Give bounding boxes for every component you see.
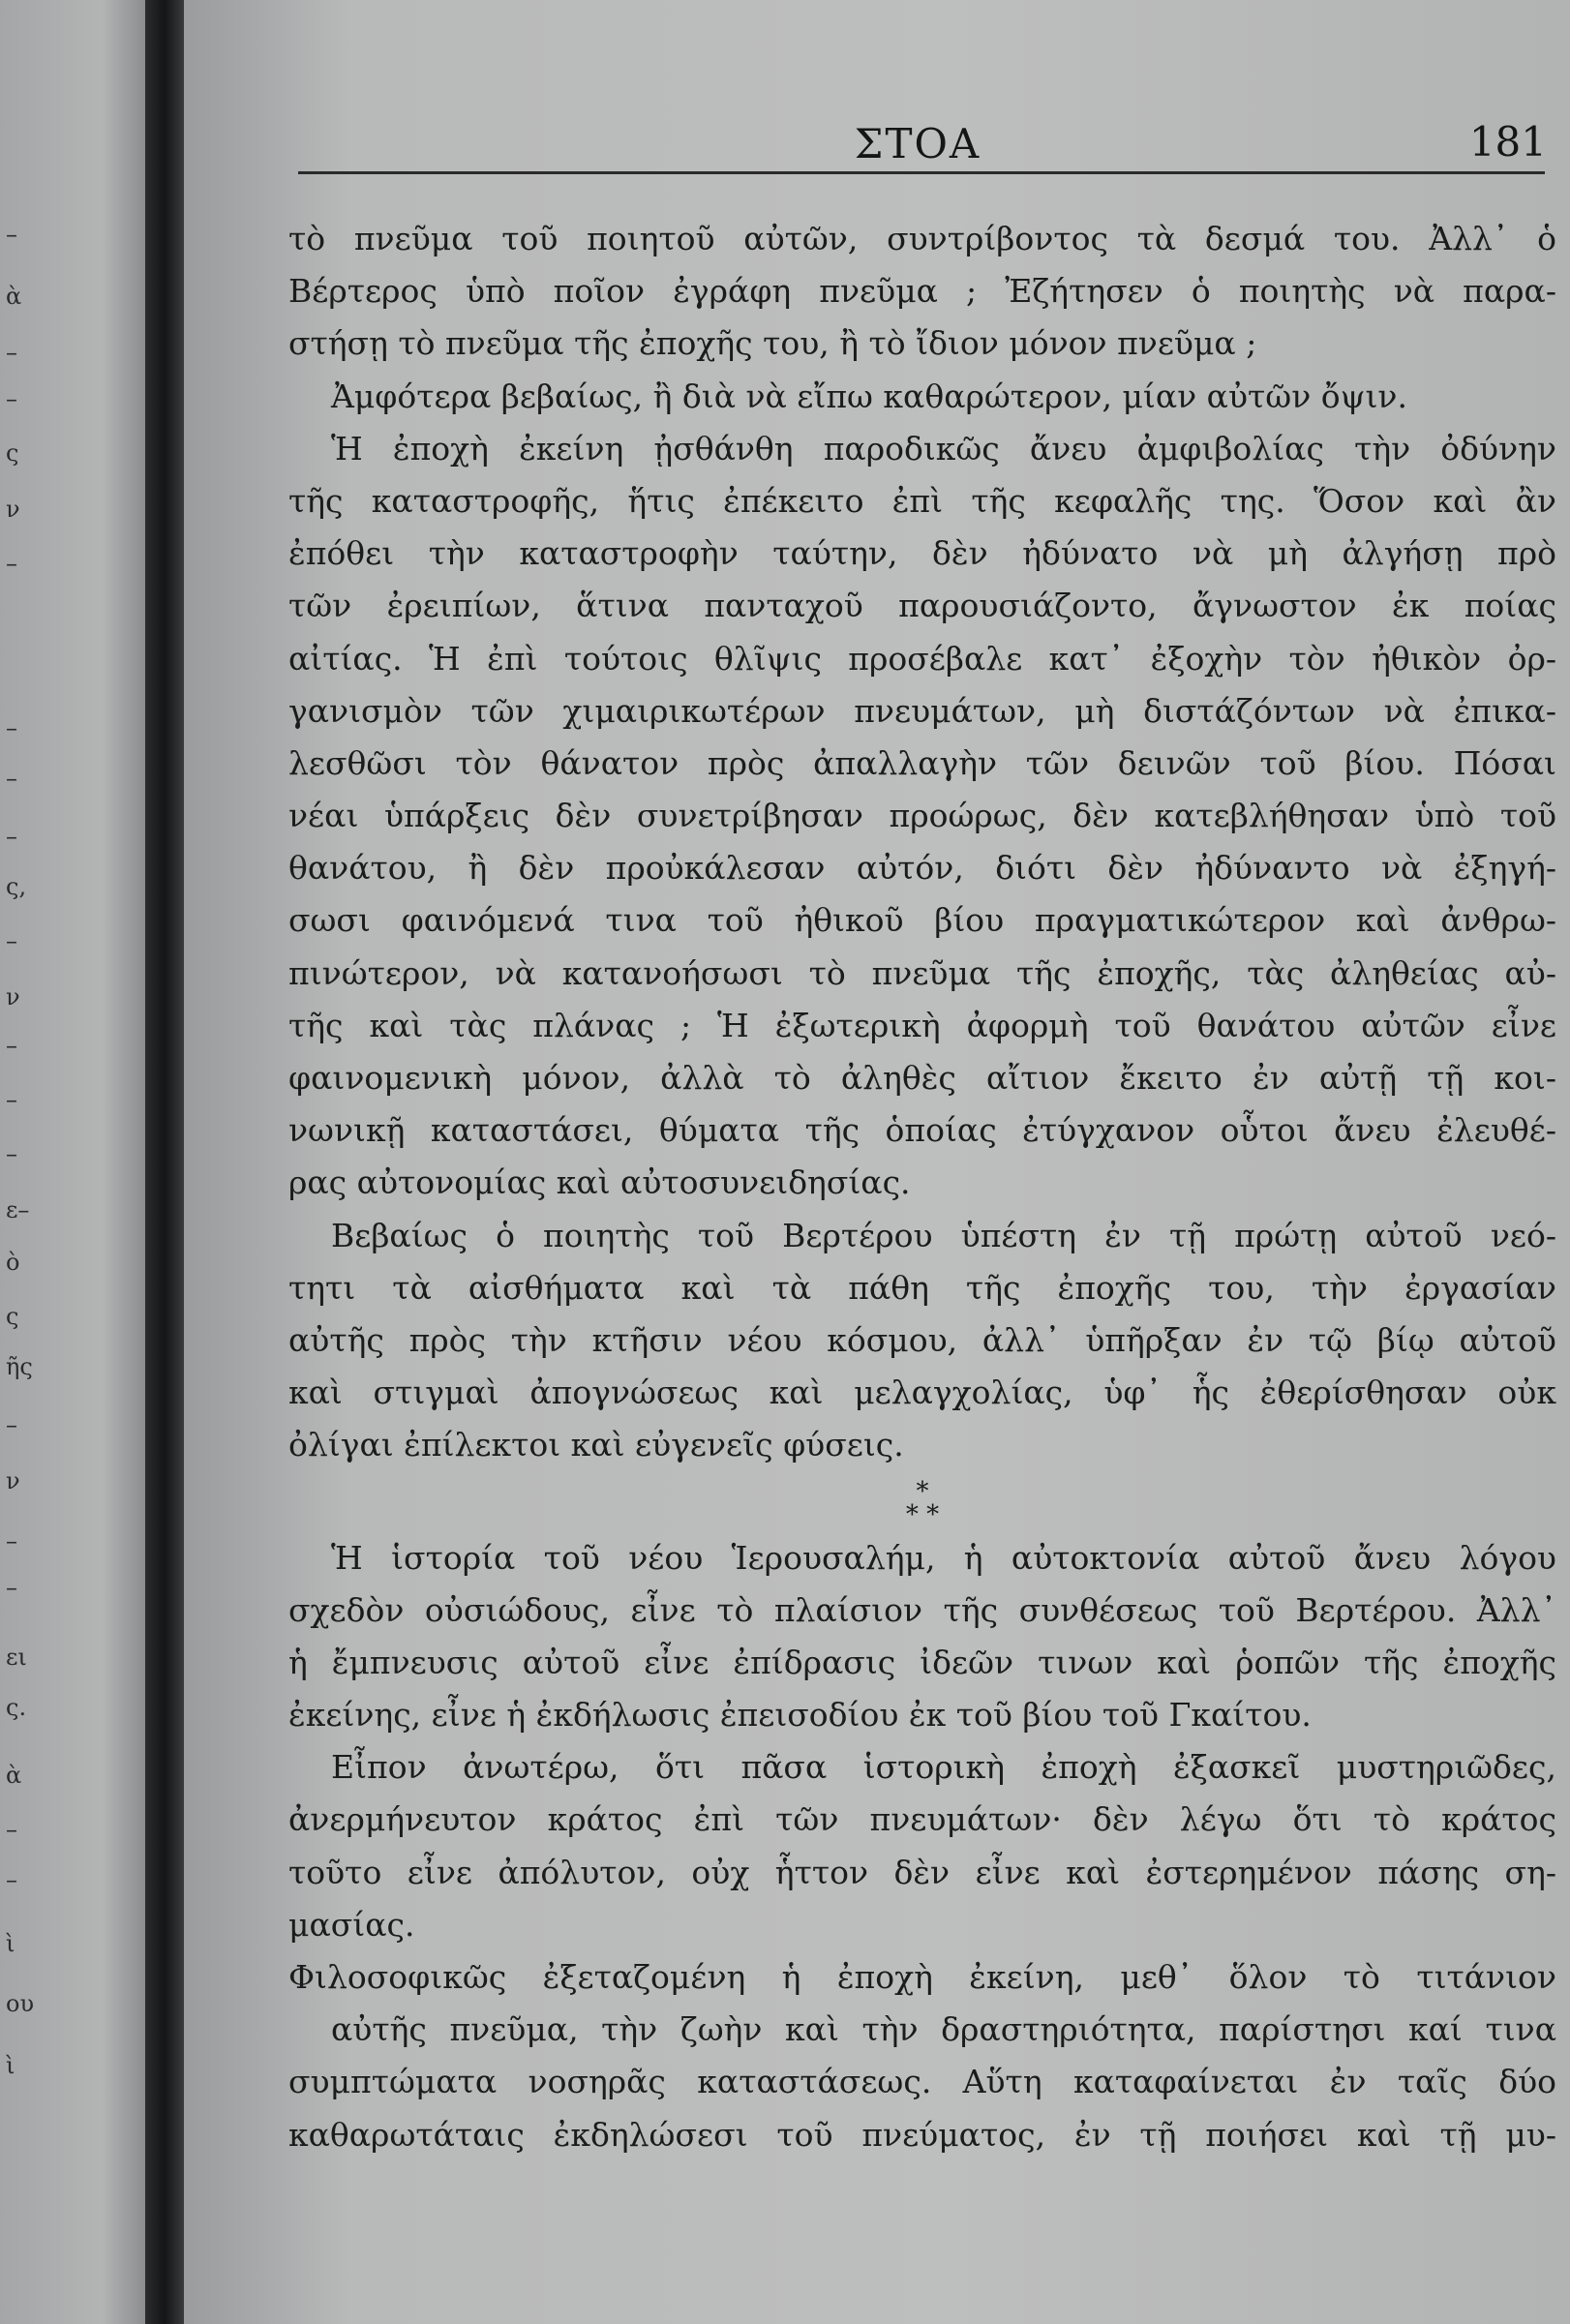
- text-line: ὀλίγαι ἐπίλεκτοι καὶ εὐγενεῖς φύσεις.: [288, 1426, 904, 1464]
- facing-page-fragment: ῆς: [6, 1353, 33, 1380]
- text-line: Ἡ ἐποχὴ ἐκείνη ᾐσθάνθη παροδικῶς ἄνευ ἀμφιβολίας τὴν ὀδύνην: [331, 429, 1556, 468]
- text-line: ἡ ἔμπνευσις αὐτοῦ εἶνε ἐπίδρασις ἰδεῶν τινων καὶ ῥοπῶν τῆς ἐποχῆς: [288, 1643, 1556, 1681]
- facing-page-fragment: –: [6, 1411, 17, 1438]
- text-line: τητι τὰ αἰσθήματα καὶ τὰ πάθη τῆς ἐποχῆς του, τὴν ἐργασίαν: [288, 1268, 1556, 1307]
- text-line: ἀνερμήνευτον κράτος ἐπὶ τῶν πνευμάτων· δὲν λέγω ὅτι τὸ κράτος: [288, 1800, 1556, 1839]
- text-line: στήσῃ τὸ πνεῦμα τῆς ἐποχῆς του, ἢ τὸ ἴδιον μόνον πνεῦμα ;: [288, 324, 1257, 363]
- facing-page-fragment: –: [6, 550, 17, 577]
- facing-page-fragment: ς.: [6, 1694, 27, 1721]
- text-line: Ἀμφότερα βεβαίως, ἢ διὰ νὰ εἴπω καθαρώτερον, μίαν αὐτῶν ὄψιν.: [331, 377, 1407, 415]
- text-line: νωνικῇ καταστάσει, θύματα τῆς ὁποίας ἐτύγχανον οὗτοι ἄνευ ἐλευθέ-: [288, 1111, 1556, 1150]
- facing-page-edge: [0, 0, 145, 2324]
- facing-page-fragment: –: [6, 385, 17, 412]
- facing-page-fragment: –: [6, 714, 17, 741]
- facing-page-fragment: –: [6, 1140, 17, 1167]
- facing-page-fragment: –: [6, 927, 17, 954]
- section-break-asterisks: * * *: [905, 1476, 940, 1529]
- text-line: ἐκείνης, εἶνε ἡ ἐκδήλωσις ἐπεισοδίου ἐκ τοῦ βίου τοῦ Γκαίτου.: [288, 1696, 1312, 1735]
- text-line: τὸ πνεῦμα τοῦ ποιητοῦ αὐτῶν, συντρίβοντος τὰ δεσμά του. Ἀλλ᾽ ὁ: [288, 220, 1556, 257]
- text-line: πινώτερον, νὰ κατανοήσωσι τὸ πνεῦμα τῆς ἐποχῆς, τὰς ἀληθείας αὐ-: [288, 953, 1556, 992]
- facing-page-fragment: –: [6, 221, 17, 248]
- text-line: μασίας.: [288, 1905, 415, 1944]
- text-line: αὐτῆς πρὸς τὴν κτῆσιν νέου κόσμου, ἀλλ᾽ ὑπῆρξαν ἐν τῷ βίῳ αὐτοῦ: [288, 1320, 1556, 1359]
- text-line: αὐτῆς πνεῦμα, τὴν ζωὴν καὶ τὴν δραστηριότητα, παρίστησι καί τινα: [331, 2010, 1556, 2049]
- facing-page-fragment: ὶ: [6, 2052, 15, 2079]
- facing-page-fragment: –: [6, 765, 17, 792]
- facing-page-fragment: ε–: [6, 1196, 30, 1223]
- text-line: νέαι ὑπάρξεις δὲν συνετρίβησαν προώρως, δὲν κατεβλήθησαν ὑπὸ τοῦ: [288, 797, 1556, 835]
- body-text: [288, 213, 1556, 2161]
- facing-page-fragment: ς: [6, 1303, 19, 1330]
- text-line: καθαρωτάταις ἐκδηλώσεσι τοῦ πνεύματος, ἐν τῇ ποιήσει καὶ τῇ μυ-: [288, 2115, 1556, 2154]
- facing-page-fragment: –: [6, 1816, 17, 1843]
- text-line: σχεδὸν οὐσιώδους, εἶνε τὸ πλαίσιον τῆς συνθέσεως τοῦ Βερτέρου. Ἀλλ᾽: [288, 1590, 1556, 1629]
- facing-page-fragment: –: [6, 339, 17, 366]
- text-line: τῆς καὶ τὰς πλάνας ; Ἡ ἐξωτερικὴ ἀφορμὴ τοῦ θανάτου αὐτῶν εἶνε: [288, 1006, 1556, 1044]
- text-line: Φιλοσοφικῶς ἐξεταζομένη ἡ ἐποχὴ ἐκείνη, μεθ᾽ ὅλον τὸ τιτάνιον: [288, 1958, 1556, 1996]
- header-rule: [298, 171, 1545, 174]
- facing-page-fragment: ς: [6, 439, 19, 467]
- facing-page-fragment: ν: [6, 1467, 20, 1494]
- text-line: Εἶπον ἀνωτέρω, ὅτι πᾶσα ἱστορικὴ ἐποχὴ ἐξασκεῖ μυστηριῶδες,: [331, 1748, 1556, 1787]
- facing-page-fragment: ν: [6, 496, 20, 523]
- facing-page-fragment: ου: [6, 1990, 35, 2017]
- text-line: Ἡ ἱστορία τοῦ νέου Ἱερουσαλήμ, ἡ αὐτοκτονία αὐτοῦ ἄνευ λόγου: [331, 1538, 1556, 1577]
- text-line: λεσθῶσι τὸν θάνατον πρὸς ἀπαλλαγὴν τῶν δεινῶν τοῦ βίου. Πόσαι: [288, 743, 1556, 782]
- text-line: τῆς καταστροφῆς, ἥτις ἐπέκειτο ἐπὶ τῆς κεφαλῆς της. Ὅσον καὶ ἂν: [288, 481, 1556, 520]
- text-line: τῶν ἐρειπίων, ἅτινα πανταχοῦ παρουσιάζοντο, ἄγνωστον ἐκ ποίας: [288, 587, 1556, 625]
- text-line: καὶ στιγμαὶ ἀπογνώσεως καὶ μελαγχολίας, ὑφ᾽ ἧς ἐθερίσθησαν οὐκ: [288, 1373, 1556, 1412]
- facing-page-fragment: ὰ: [6, 1762, 22, 1789]
- facing-page-fragment: –: [6, 1032, 17, 1059]
- facing-page-fragment: –: [6, 1086, 17, 1113]
- facing-page-fragment: ει: [6, 1644, 27, 1671]
- text-line: Βεβαίως ὁ ποιητὴς τοῦ Βερτέρου ὑπέστη ἐν τῇ πρώτῃ αὐτοῦ νεό-: [331, 1216, 1556, 1254]
- text-line: φαινομενικὴ μόνον, ἀλλὰ τὸ ἀληθὲς αἴτιον ἔκειτο ἐν αὐτῇ τῇ κοι-: [288, 1059, 1556, 1097]
- text-line: τοῦτο εἶνε ἀπόλυτον, οὐχ ἧττον δὲν εἶνε καὶ ἐστερημένον πάσης ση-: [288, 1853, 1556, 1891]
- running-head: [288, 114, 1547, 172]
- facing-page-fragment: ς,: [6, 873, 27, 900]
- facing-page-fragment: –: [6, 1527, 17, 1554]
- facing-page-fragment: ὸ: [6, 1249, 20, 1276]
- book-page: [184, 0, 1570, 2324]
- page-number: 181: [1468, 118, 1547, 166]
- text-line: ἐπόθει τὴν καταστροφὴν ταύτην, δὲν ἠδύνατο νὰ μὴ ἀλγήσῃ πρὸ: [288, 534, 1556, 573]
- facing-page-fragment: –: [6, 823, 17, 850]
- facing-page-fragment: –: [6, 1574, 17, 1601]
- facing-page-fragment: –: [6, 1866, 17, 1893]
- text-line: ρας αὐτονομίας καὶ αὐτοσυνειδησίας.: [288, 1163, 911, 1202]
- running-head-title: ΣΤΟΑ: [854, 120, 981, 167]
- text-line: θανάτου, ἢ δὲν προὐκάλεσαν αὐτόν, διότι δὲν ἠδύναντο νὰ ἐξηγή-: [288, 849, 1556, 888]
- facing-page-fragment: ὶ: [6, 1930, 15, 1957]
- text-line: συμπτώματα νοσηρᾶς καταστάσεως. Αὕτη καταφαίνεται ἐν ταῖς δύο: [288, 2063, 1556, 2101]
- facing-page-fragment: ὰ: [6, 283, 22, 310]
- text-line: αἰτίας. Ἡ ἐπὶ τούτοις θλῖψις προσέβαλε κατ᾽ ἐξοχὴν τὸν ἠθικὸν ὀρ-: [288, 639, 1556, 678]
- book-gutter: [145, 0, 184, 2324]
- text-line: γανισμὸν τῶν χιμαιρικωτέρων πνευμάτων, μὴ διστάζόντων νὰ ἐπικα-: [288, 691, 1556, 730]
- facing-page-fragment: ν: [6, 983, 20, 1011]
- text-line: Βέρτερος ὑπὸ ποῖον ἐγράφη πνεῦμα ; Ἐζήτησεν ὁ ποιητὴς νὰ παρα-: [288, 272, 1556, 311]
- text-line: σωσι φαινόμενά τινα τοῦ ἠθικοῦ βίου πραγματικώτερον καὶ ἀνθρω-: [288, 901, 1556, 940]
